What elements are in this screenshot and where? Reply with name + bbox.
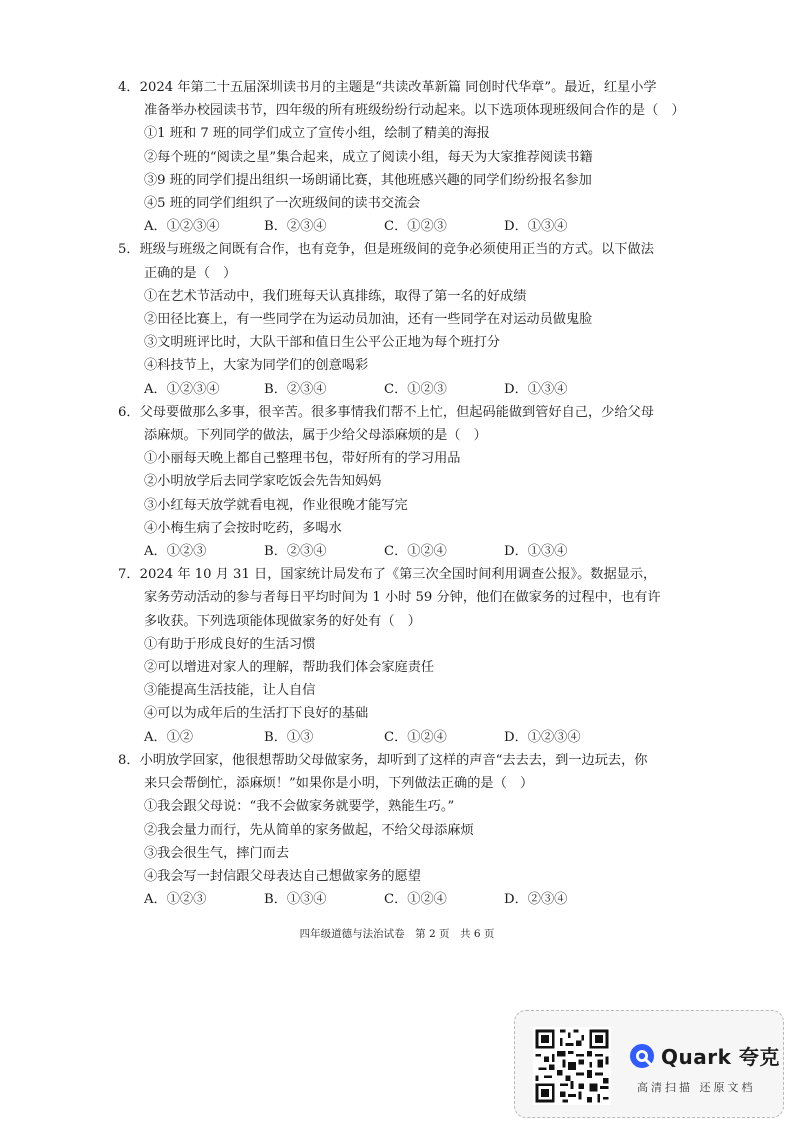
- quark-brand: [629, 1041, 780, 1070]
- statement-item: ①在艺术节活动中，我们班每天认真排练，取得了第一名的好成绩: [144, 288, 527, 304]
- statement-item: ④小梅生病了会按时吃药，多喝水: [144, 520, 342, 536]
- statement-item: ④科技节上，大家为同学们的创意喝彩: [144, 358, 369, 374]
- statement-item: ①我会跟父母说：“我不会做家务就要学，熟能生巧。”: [144, 799, 455, 815]
- question-6: [118, 401, 688, 563]
- choice-b: B．①③: [264, 729, 314, 745]
- choice-c: C．①②④: [384, 729, 447, 745]
- question-4: [118, 76, 688, 238]
- choice-b: B．②③④: [264, 219, 327, 235]
- page-footer: 四年级道德与法治试卷 第 2 页 共 6 页: [299, 928, 495, 940]
- choice-d: D．①③④: [504, 544, 568, 560]
- question-5: [118, 238, 688, 400]
- choice-a: A．①②③: [144, 544, 207, 560]
- choice-b: B．①③④: [264, 892, 327, 908]
- statement-item: ④可以为成年后的生活打下良好的基础: [144, 706, 369, 722]
- question-stem: 正确的是（ ）: [144, 265, 237, 281]
- statement-item: ③能提高生活技能，让人自信: [144, 683, 316, 699]
- choice-d: D．①③④: [504, 381, 568, 397]
- statement-item: ③小红每天放学就看电视，作业很晚才能写完: [144, 497, 408, 513]
- statement-item: ②田径比赛上，有一些同学在为运动员加油，还有一些同学在对运动员做鬼脸: [144, 312, 593, 328]
- answer-choices: [118, 888, 688, 911]
- choice-b: B．②③④: [264, 544, 327, 560]
- choice-a: A．①②③④: [144, 381, 220, 397]
- statement-item: ②小明放学后去同学家吃饭会先告知妈妈: [144, 474, 382, 490]
- choice-a: A．①②: [144, 729, 194, 745]
- choice-c: C．①②③: [384, 219, 447, 235]
- choice-b: B．②③④: [264, 381, 327, 397]
- watermark-tagline: 高清扫描 还原文档: [637, 1081, 756, 1094]
- choice-d: D．①②③④: [504, 729, 581, 745]
- choice-a: A．①②③④: [144, 219, 220, 235]
- statement-item: ④我会写一封信跟父母表达自己想做家务的愿望: [144, 868, 421, 884]
- qr-code-icon: [533, 1027, 611, 1105]
- statement-item: ①1 班和 7 班的同学们成立了宣传小组，绘制了精美的海报: [144, 126, 490, 142]
- quark-scan-watermark: [514, 1010, 784, 1118]
- question-stem: 添麻烦。下列同学的做法，属于少给父母添麻烦的是（ ）: [144, 428, 487, 444]
- question-stem: 8．小明放学回家，他很想帮助父母做家务，却听到了这样的声音“去去去，到一边玩去，你: [118, 752, 648, 768]
- statement-item: ②我会量力而行，先从简单的家务做起，不给父母添麻烦: [144, 822, 474, 838]
- question-stem: 7．2024 年 10 月 31 日，国家统计局发布了《第三次全国时间利用调查公报》。数据显示，: [118, 567, 657, 583]
- choice-c: C．①②③: [384, 381, 447, 397]
- brand-name: Quark 夸克: [661, 1045, 780, 1069]
- statement-item: ③文明班评比时，大队干部和值日生公平公正地为每个班打分: [144, 335, 501, 351]
- question-stem: 准备举办校园读书节，四年级的所有班级纷纷行动起来。以下选项体现班级间合作的是（ ）: [144, 103, 685, 119]
- question-stem: 4．2024 年第二十五届深圳读书月的主题是“共读改革新篇 同创时代华章”。最近，红星小学: [118, 80, 657, 95]
- statement-item: ②可以增进对家人的理解，帮助我们体会家庭责任: [144, 660, 435, 676]
- choice-a: A．①②③: [144, 892, 207, 908]
- choice-d: D．②③④: [504, 892, 568, 908]
- question-stem: 家务劳动活动的参与者每日平均时间为 1 小时 59 分钟，他们在做家务的过程中，也有许: [144, 590, 661, 606]
- statement-item: ①有助于形成良好的生活习惯: [144, 636, 316, 652]
- question-stem: 来只会帮倒忙，添麻烦！”如果你是小明，下列做法正确的是（ ）: [144, 776, 534, 792]
- answer-choices: [118, 378, 688, 401]
- statement-item: ③9 班的同学们提出组织一场朗诵比赛，其他班感兴趣的同学们纷纷报名参加: [144, 172, 592, 188]
- answer-choices: [118, 726, 688, 749]
- statement-item: ④5 班的同学们组织了一次班级间的读书交流会: [144, 196, 421, 212]
- choice-c: C．①②④: [384, 544, 447, 560]
- answer-choices: [118, 540, 688, 563]
- statement-item: ②每个班的“阅读之星”集合起来，成立了阅读小组，每天为大家推荐阅读书籍: [144, 149, 593, 165]
- quark-logo-icon: [629, 1043, 655, 1069]
- question-stem: 6．父母要做那么多事，很辛苦。很多事情我们帮不上忙，但起码能做到管好自己，少给父母: [118, 404, 654, 420]
- answer-choices: [118, 215, 688, 238]
- question-stem: 多收获。下列选项能体现做家务的好处有（ ）: [144, 613, 421, 629]
- choice-c: C．①②④: [384, 892, 447, 908]
- question-7: [118, 563, 688, 749]
- statement-item: ①小丽每天晚上都自己整理书包，带好所有的学习用品: [144, 451, 461, 467]
- statement-item: ③我会很生气，摔门而去: [144, 845, 290, 861]
- choice-d: D．①③④: [504, 219, 568, 235]
- question-8: [118, 749, 688, 911]
- question-stem: 5．班级与班级之间既有合作，也有竞争，但是班级间的竞争必须使用正当的方式。以下做法: [118, 242, 654, 258]
- question-list: [118, 76, 688, 911]
